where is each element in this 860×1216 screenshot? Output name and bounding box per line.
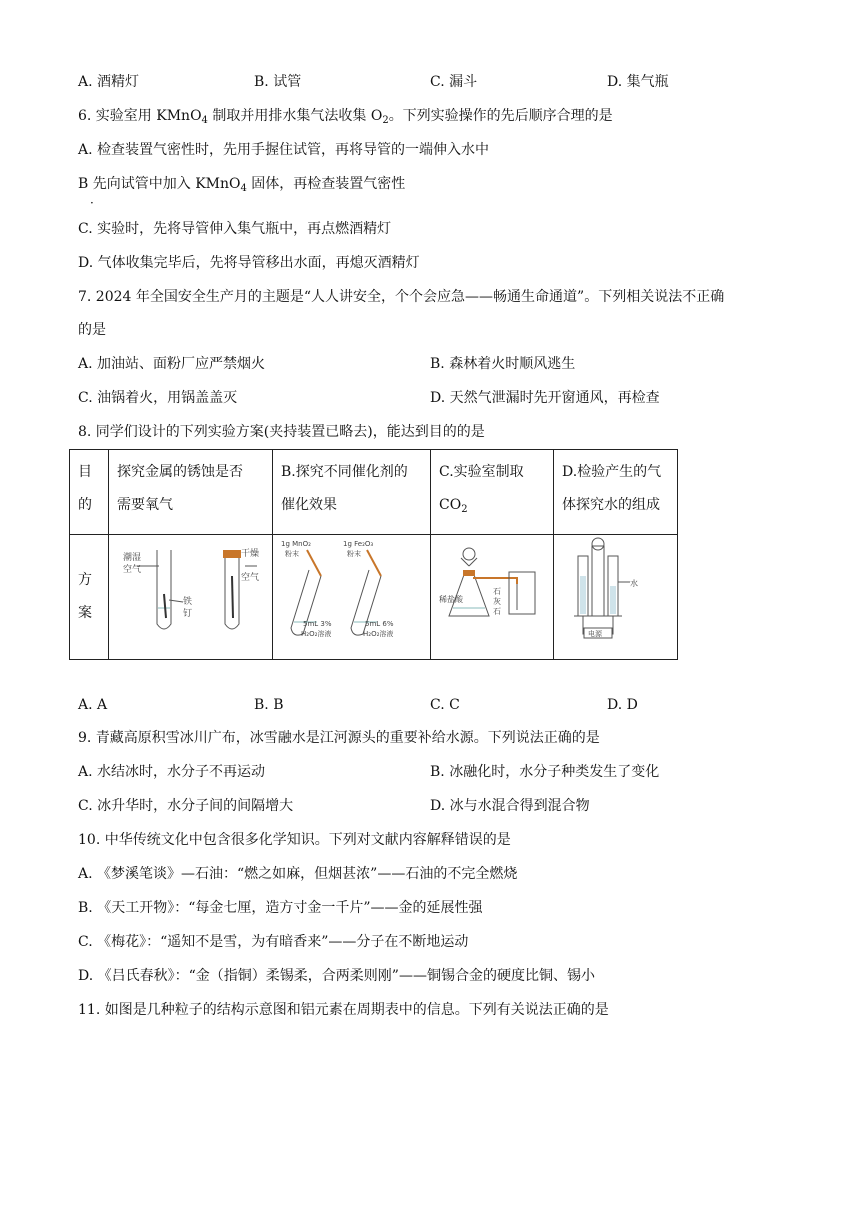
svg-text:粉末: 粉末	[285, 549, 299, 558]
svg-text:H₂O₂溶液: H₂O₂溶液	[363, 629, 394, 638]
q8-option-d: D. D	[607, 697, 638, 713]
q6-option-a: A. 检查装置气密性时，先用手握住试管，再将导管的一端伸入水中	[78, 142, 490, 158]
svg-text:1g MnO₂: 1g MnO₂	[281, 539, 311, 548]
svg-text:5mL 3%: 5mL 3%	[303, 619, 332, 628]
q7-option-c: C. 油锅着火，用锅盖盖灭	[78, 390, 238, 406]
q8-scheme-d	[554, 535, 678, 660]
q9-option-c: C. 冰升华时，水分子间的间隔增大	[78, 798, 294, 814]
q8-goal-b: B.探究不同催化剂的 催化效果	[273, 450, 431, 535]
q8-goal-c: C.实验室制取 $CO_2$	[431, 450, 554, 535]
svg-text:钉: 钉	[183, 608, 193, 619]
q10-stem: 10. 中华传统文化中包含很多化学知识。下列对文献内容解释错误的是	[78, 832, 511, 848]
svg-text:H₂O₂溶液: H₂O₂溶液	[301, 629, 332, 638]
q8-option-a: A. A	[78, 697, 108, 713]
q7-stem-line1: 7. 2024 年全国安全生产月的主题是“人人讲安全，个个会应急——畅通生命通道”。下列相关说法不正确	[78, 289, 725, 305]
q10-option-d: D. 《吕氏春秋》：“金（指铜）柔锡柔，合两柔则刚”——铜锡合金的硬度比铜、锡小	[78, 968, 595, 984]
q8-goal-d: D.检验产生的气 体探究水的组成	[554, 450, 678, 535]
q8-scheme-a	[109, 535, 273, 660]
catalyst-test-tubes-figure	[281, 536, 421, 646]
rust-test-tubes-figure	[117, 536, 263, 646]
q8-scheme-row	[70, 535, 678, 660]
svg-text:石: 石	[493, 606, 501, 616]
q8-stem: 8. 同学们设计的下列实验方案(夹持装置已略去)，能达到目的的是	[78, 424, 485, 440]
q6-option-b: B 先向试管中加入 KMnO$_4$ 固体，再检查装置气密性	[78, 176, 406, 194]
q5-option-d: D. 集气瓶	[607, 74, 669, 90]
svg-text:空气: 空气	[241, 572, 260, 583]
electrolysis-figure	[562, 536, 668, 646]
q10-option-a: A. 《梦溪笔谈》—石油：“燃之如麻，但烟甚浓”——石油的不完全燃烧	[78, 866, 518, 882]
q8-experiment-table	[69, 449, 678, 660]
q5-option-b: B. 试管	[254, 74, 302, 90]
q9-option-d: D. 冰与水混合得到混合物	[430, 798, 590, 814]
q6-option-c: C. 实验时，先将导管伸入集气瓶中，再点燃酒精灯	[78, 221, 392, 237]
svg-text:粉末: 粉末	[347, 549, 361, 558]
q5-option-a: A. 酒精灯	[78, 74, 140, 90]
co2-apparatus-figure	[439, 536, 545, 646]
q8-option-c: C. C	[430, 697, 460, 713]
svg-text:空气: 空气	[123, 564, 142, 575]
svg-text:5mL 6%: 5mL 6%	[365, 619, 394, 628]
q8-goal-a: 探究金属的锈蚀是否 需要氧气	[109, 450, 273, 535]
q7-option-d: D. 天然气泄漏时先开窗通风，再检查	[430, 390, 660, 406]
q10-option-b: B. 《天工开物》：“每金七厘，造方寸金一千片”——金的延展性强	[78, 900, 483, 916]
svg-text:潮湿: 潮湿	[123, 552, 142, 563]
q8-scheme-b	[273, 535, 431, 660]
q7-option-b: B. 森林着火时顺风逃生	[430, 356, 576, 372]
q8-goal-header: 目 的	[70, 450, 109, 535]
q8-option-b: B. B	[254, 697, 284, 713]
svg-text:1g Fe₂O₃: 1g Fe₂O₃	[343, 539, 374, 548]
q8-scheme-header: 方 案	[70, 535, 109, 660]
svg-text:干燥: 干燥	[241, 548, 260, 559]
q9-option-b: B. 冰融化时，水分子种类发生了变化	[430, 764, 660, 780]
q7-option-a: A. 加油站、面粉厂应严禁烟火	[78, 356, 266, 372]
q8-scheme-c	[431, 535, 554, 660]
q10-option-c: C. 《梅花》：“遥知不是雪，为有暗香来”——分子在不断地运动	[78, 934, 469, 950]
q6-stem: 6. 实验室用 KMnO$_4$ 制取并用排水集气法收集 $O_2$。下列实验操作的先后顺序合理的是	[78, 108, 613, 126]
q8-goal-row	[70, 450, 678, 535]
q6-option-b-dot: ·	[90, 196, 94, 210]
svg-text:石: 石	[493, 586, 501, 596]
svg-text:稀盐酸: 稀盐酸	[439, 594, 463, 604]
q5-option-c: C. 漏斗	[430, 74, 478, 90]
svg-text:灰: 灰	[493, 596, 501, 606]
q11-stem: 11. 如图是几种粒子的结构示意图和铝元素在周期表中的信息。下列有关说法正确的是	[78, 1002, 609, 1018]
q6-option-d: D. 气体收集完毕后，先将导管移出水面，再熄灭酒精灯	[78, 255, 420, 271]
q7-stem-line2: 的是	[78, 322, 106, 338]
svg-text:铁: 铁	[183, 596, 193, 607]
svg-text:电源: 电源	[588, 629, 602, 638]
q9-option-a: A. 水结冰时，水分子不再运动	[78, 764, 266, 780]
svg-text:水: 水	[630, 578, 638, 588]
q9-stem: 9. 青藏高原积雪冰川广布，冰雪融水是江河源头的重要补给水源。下列说法正确的是	[78, 730, 600, 746]
